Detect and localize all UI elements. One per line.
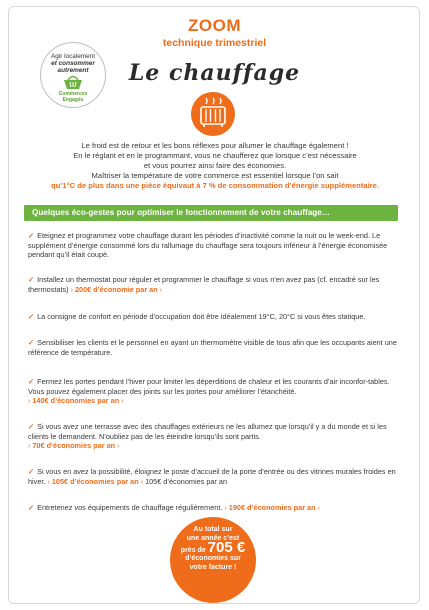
item-text: Eteignez et programmez votre chauffage durant les périodes d’inactivité comme la nuit ou le week-end. Le supplément d’énergie consommé lors du rallumage du chauffage sera toujours inférieur à l’énergie économisée pendant qu’il était coupé.	[28, 231, 388, 260]
arrow-left-icon: ‹	[121, 398, 124, 406]
total-line-4: d’économies sur	[185, 555, 241, 562]
eco-gestures-banner: Quelques éco-gestes pour optimiser le fonctionnement de votre chauffage…	[24, 205, 398, 221]
total-line-5: votre facture !	[189, 563, 237, 571]
check-icon: ✓	[28, 338, 35, 347]
total-amount-line	[170, 539, 256, 556]
list-item	[28, 275, 400, 295]
list-item	[28, 377, 400, 407]
intro-line: et vous pourrez ainsi faire des économies.	[143, 160, 287, 170]
total-line-1: Au total sur	[193, 526, 233, 533]
subtitle: technique trimestriel	[162, 37, 267, 49]
list-item	[28, 338, 400, 357]
intro-paragraph	[30, 141, 400, 191]
check-icon: ✓	[28, 312, 35, 321]
total-savings-badge	[170, 517, 256, 603]
list-item	[28, 467, 400, 487]
saving-label: 200€ d’économie par an	[74, 284, 158, 294]
list-item	[28, 503, 400, 514]
page-title: Le chauffage	[128, 60, 301, 86]
intro-line: Le froid est de retour et les bons réflexes pour allumer le chauffage également !	[81, 141, 349, 150]
arrow-right-icon: ›	[47, 478, 50, 486]
saving-plain: 105€ d’économies par an	[145, 476, 228, 486]
arrow-right-icon: ›	[28, 443, 31, 451]
zoom-title: ZOOM	[188, 16, 241, 35]
list-item	[28, 422, 400, 452]
arrow-left-icon: ‹	[140, 478, 144, 486]
check-icon: ✓	[28, 275, 35, 284]
logo-line-3: autrement	[57, 67, 89, 74]
item-text: Fermez les portes pendant l’hiver pour limiter les déperditions de chaleur et les courants d’air inconfor-tables. Vous pouvez également placer des joints sur les portes pour améliorer l’étanchéité.	[28, 377, 390, 396]
intro-line: Maîtriser la température de votre commerce est essentiel lorsque l’on sait	[91, 170, 339, 180]
item-text: Si vous en avez la possibilité, éloignez le poste d’accueil de la porte d’entrée ou des vitrines murales froides en hiver.	[28, 467, 396, 486]
item-text: La consigne de confort en période d’occupation doit être idéalement 19°C, 20°C si vous êtes statique.	[37, 312, 366, 321]
intro-highlight: qu’1°C de plus dans une pièce équivaut à 7 % de consommation d’énergie supplémentaire.	[51, 180, 379, 190]
item-text: Entretenez vos équipements de chauffage régulièrement.	[37, 503, 223, 512]
item-text: Sensibiliser les clients et le personnel en ayant un thermomètre visible de tous afin que les occupants aient une référence de température.	[28, 338, 397, 357]
saving-label: 190€ d’économies par an	[228, 503, 316, 512]
arrow-right-icon: ›	[224, 505, 227, 512]
list-item	[28, 231, 400, 260]
saving-label: 140€ d’économies par an	[32, 396, 120, 406]
saving-label: 105€ d’économies par an	[51, 476, 139, 486]
arrow-left-icon: ‹	[117, 443, 120, 451]
logo-brand-2: Engagés	[62, 97, 84, 103]
arrow-left-icon: ‹	[317, 505, 320, 512]
check-icon: ✓	[28, 422, 35, 431]
intro-line: En le réglant et en le programmant, vous ne chaufferez que lorsque c’est nécessaire	[73, 150, 357, 160]
total-amount: 705 €	[207, 539, 246, 556]
check-icon: ✓	[28, 467, 35, 476]
radiator-icon	[191, 92, 235, 136]
arrow-right-icon: ›	[70, 286, 73, 294]
total-line-2: une année c’est	[186, 534, 240, 542]
item-text: Si vous avez une terrasse avec des chauffages extérieurs ne les allumez que lorsqu’il y a du monde et si les clients le demandent. N’oubliez pas de les éteindre lorsqu’ils sont partis.	[28, 422, 387, 441]
logo-line-2: et consommer	[51, 60, 95, 67]
logo-line-1: Agir localement	[50, 53, 96, 60]
total-prefix: près de	[180, 547, 206, 554]
check-icon: ✓	[28, 503, 35, 512]
item-text: Installez un thermostat pour réguler et programmer le chauffage si vous n’en avez pas (cf. encadré sur les thermostats)	[28, 275, 380, 294]
arrow-right-icon: ›	[28, 398, 31, 406]
arrow-left-icon: ‹	[159, 286, 163, 294]
check-icon: ✓	[28, 377, 35, 386]
logo-brand-1: Commerces	[58, 91, 88, 97]
saving-label: 70€ d’économies par an	[32, 441, 116, 451]
check-icon: ✓	[28, 231, 35, 240]
list-item	[28, 312, 400, 322]
